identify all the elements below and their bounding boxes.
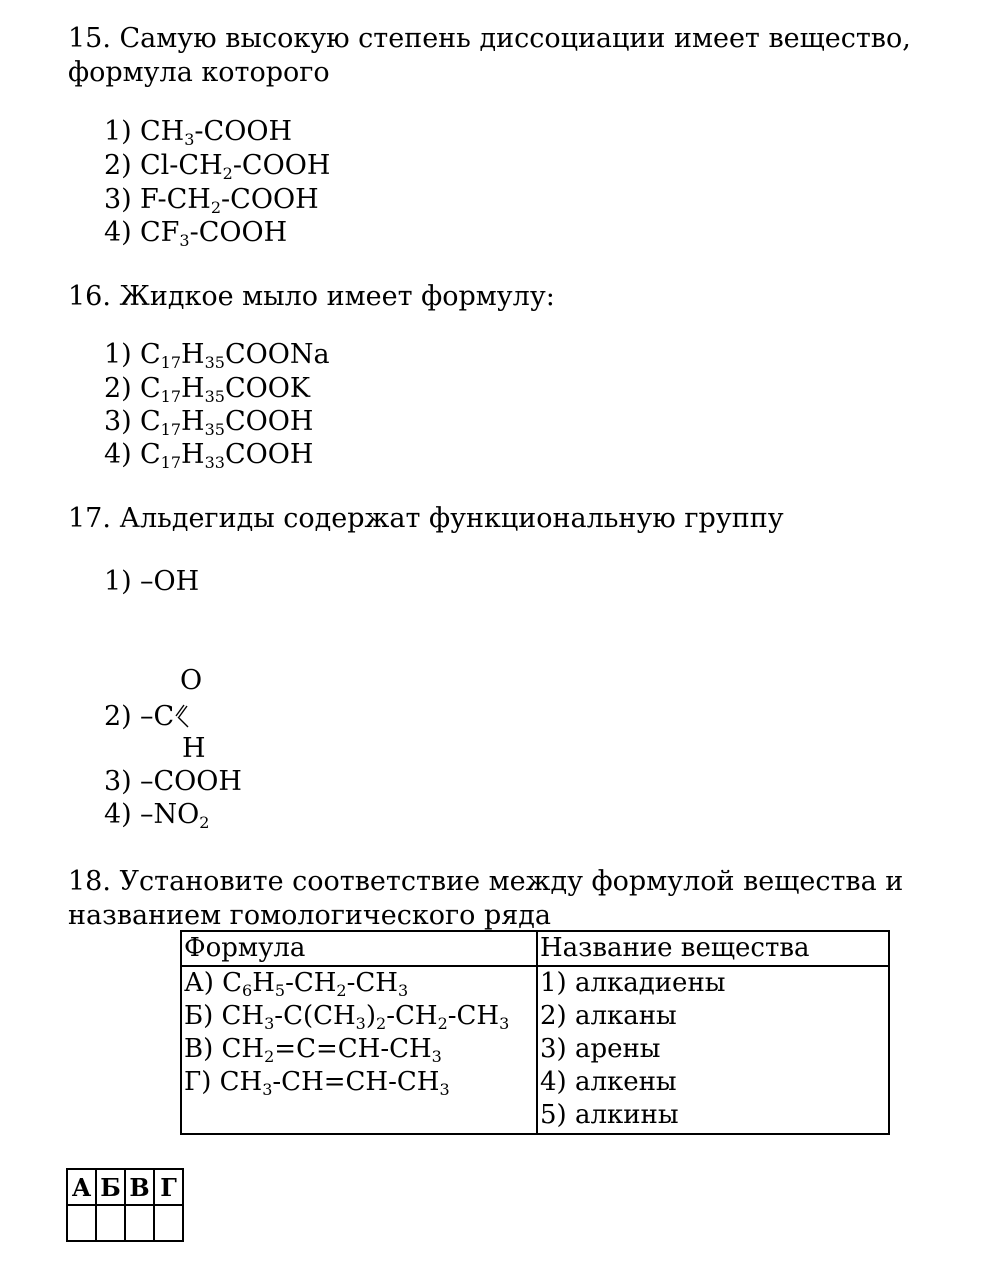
option-number: 1) xyxy=(104,566,132,597)
formula-row xyxy=(184,1000,534,1033)
formula-subscript: 17 xyxy=(160,453,182,472)
formula-subscript: 35 xyxy=(204,420,225,439)
answer-header-cell: А xyxy=(67,1169,96,1205)
formula-subscript: 3 xyxy=(431,1047,442,1066)
formula-text: C xyxy=(140,373,161,404)
matching-table-header xyxy=(181,931,889,966)
q17-option-3 xyxy=(104,766,242,798)
formula-text: H xyxy=(181,439,205,470)
formula-subscript: 17 xyxy=(160,353,182,372)
formula-text: H xyxy=(181,373,205,404)
formula-text: C xyxy=(140,339,161,370)
option-number: 2) xyxy=(104,150,132,181)
header-name: Название вещества xyxy=(537,931,889,966)
formula-subscript: 2 xyxy=(222,164,233,183)
answer-input-cell[interactable] xyxy=(154,1205,183,1241)
formula-subscript: 3 xyxy=(262,1080,273,1099)
formula-text: -COOH xyxy=(189,217,288,248)
formula-text: Г) CH xyxy=(184,1067,263,1097)
formula-subscript: 2 xyxy=(210,198,222,217)
option-number: 4) xyxy=(104,217,132,248)
option-formula: –C xyxy=(140,701,175,732)
name-row: 5) алкины xyxy=(540,1100,679,1130)
answer-input-cell[interactable] xyxy=(125,1205,154,1241)
question-18: 18. Установите соответствие между формулой вещества и названием гомологического ряда xyxy=(68,866,904,931)
formula-text: F-CH xyxy=(140,184,211,215)
answer-input-cell[interactable] xyxy=(67,1205,96,1241)
name-list xyxy=(537,966,889,1134)
formula-text: CH xyxy=(140,116,185,147)
header-formula: Формула xyxy=(181,931,537,966)
formula-text: C xyxy=(140,406,161,437)
answer-table-header xyxy=(67,1169,183,1205)
formula-text: -C(CH xyxy=(274,1001,356,1031)
q15-option-3 xyxy=(104,184,319,216)
formula-row xyxy=(184,967,534,1000)
option-formula: –COOH xyxy=(140,766,242,797)
answer-input-cell[interactable] xyxy=(96,1205,125,1241)
answer-table-input-row xyxy=(67,1205,183,1241)
formula-subscript: 3 xyxy=(264,1014,275,1033)
q16-option-3 xyxy=(104,406,313,438)
formula-text: H xyxy=(181,406,205,437)
q15-option-1 xyxy=(104,116,292,148)
formula-subscript: 3 xyxy=(439,1080,450,1099)
q16-option-1 xyxy=(104,339,330,371)
option-number: 4) xyxy=(104,799,132,830)
option-number: 4) xyxy=(104,439,132,470)
formula-list xyxy=(181,966,537,1134)
formula-subscript: 17 xyxy=(160,387,182,406)
matching-table xyxy=(180,930,890,1135)
formula-subscript: 2 xyxy=(376,1014,387,1033)
option-formula: –OH xyxy=(140,566,200,597)
formula-text: COOH xyxy=(224,406,314,437)
formula-text: Б) CH xyxy=(184,1001,265,1031)
q16-option-2 xyxy=(104,373,310,405)
name-row: 4) алкены xyxy=(540,1067,677,1097)
formula-text: -CH xyxy=(346,968,398,998)
question-16: 16. Жидкое мыло имеет формулу: xyxy=(68,281,555,312)
formula-subscript: 2 xyxy=(437,1014,448,1033)
formula-text: -COOH xyxy=(194,116,293,147)
question-17: 17. Альдегиды содержат функциональную группу xyxy=(68,503,784,534)
option-number: 3) xyxy=(104,184,132,215)
answer-header-cell: В xyxy=(125,1169,154,1205)
q15-option-4 xyxy=(104,217,287,249)
formula-text: -COOH xyxy=(221,184,319,215)
formula-subscript: 2 xyxy=(336,981,347,1000)
name-row: 3) арены xyxy=(540,1034,661,1064)
formula-text: C xyxy=(140,439,161,470)
answer-table xyxy=(66,1168,184,1242)
option-number: 2) xyxy=(104,373,132,404)
option-number: 3) xyxy=(104,406,132,437)
formula-subscript: 33 xyxy=(204,453,225,472)
answer-header-cell: Б xyxy=(96,1169,125,1205)
q15-option-2 xyxy=(104,150,330,182)
formula-subscript: 5 xyxy=(274,981,286,1000)
aldehyde-bonds-icon xyxy=(172,702,196,730)
formula-text: CF xyxy=(140,217,180,248)
formula-row xyxy=(184,1066,534,1099)
aldehyde-hydrogen: H xyxy=(182,733,206,764)
option-number: 1) xyxy=(104,339,132,370)
formula-text: –NO xyxy=(140,799,200,830)
option-number: 2) xyxy=(104,701,132,732)
q17-option-2 xyxy=(104,701,174,733)
question-15: 15. Самую высокую степень диссоциации имеет вещество, формула которого xyxy=(68,23,911,88)
formula-text: COOH xyxy=(224,439,314,470)
formula-text: H xyxy=(252,968,275,998)
formula-text: -CH=CH-CH xyxy=(272,1067,440,1097)
q17-option-1 xyxy=(104,566,199,598)
option-number: 1) xyxy=(104,116,132,147)
formula-subscript: 3 xyxy=(397,981,409,1000)
matching-table-body xyxy=(181,966,889,1134)
formula-text: ) xyxy=(365,1001,377,1031)
q16-option-4 xyxy=(104,439,313,471)
option-number: 3) xyxy=(104,766,132,797)
formula-subscript: 3 xyxy=(499,1014,510,1033)
formula-subscript: 3 xyxy=(179,231,190,250)
formula-subscript: 3 xyxy=(355,1014,366,1033)
formula-text: =C=CH-CH xyxy=(274,1034,432,1064)
option-formula xyxy=(140,799,209,830)
formula-subscript: 6 xyxy=(242,981,253,1000)
formula-text: -CH xyxy=(285,968,337,998)
formula-text: H xyxy=(181,339,205,370)
formula-subscript: 35 xyxy=(204,353,225,372)
formula-subscript: 2 xyxy=(264,1047,275,1066)
formula-text: -COOH xyxy=(232,150,331,181)
q17-option-4 xyxy=(104,799,209,831)
name-row: 2) алканы xyxy=(540,1001,677,1031)
formula-text: А) C xyxy=(184,968,242,998)
formula-text: -CH xyxy=(386,1001,438,1031)
formula-text: Cl-CH xyxy=(140,150,223,181)
formula-subscript: 3 xyxy=(184,130,195,149)
formula-subscript: 35 xyxy=(204,387,225,406)
formula-subscript: 2 xyxy=(199,813,210,832)
aldehyde-oxygen: O xyxy=(180,665,203,696)
formula-row xyxy=(184,1033,534,1066)
formula-text: -CH xyxy=(447,1001,500,1031)
formula-subscript: 17 xyxy=(160,420,182,439)
answer-header-cell: Г xyxy=(154,1169,183,1205)
formula-text: COONa xyxy=(224,339,330,370)
formula-text: В) CH xyxy=(184,1034,265,1064)
name-row: 1) алкадиены xyxy=(540,968,726,998)
formula-text: COOK xyxy=(224,373,311,404)
